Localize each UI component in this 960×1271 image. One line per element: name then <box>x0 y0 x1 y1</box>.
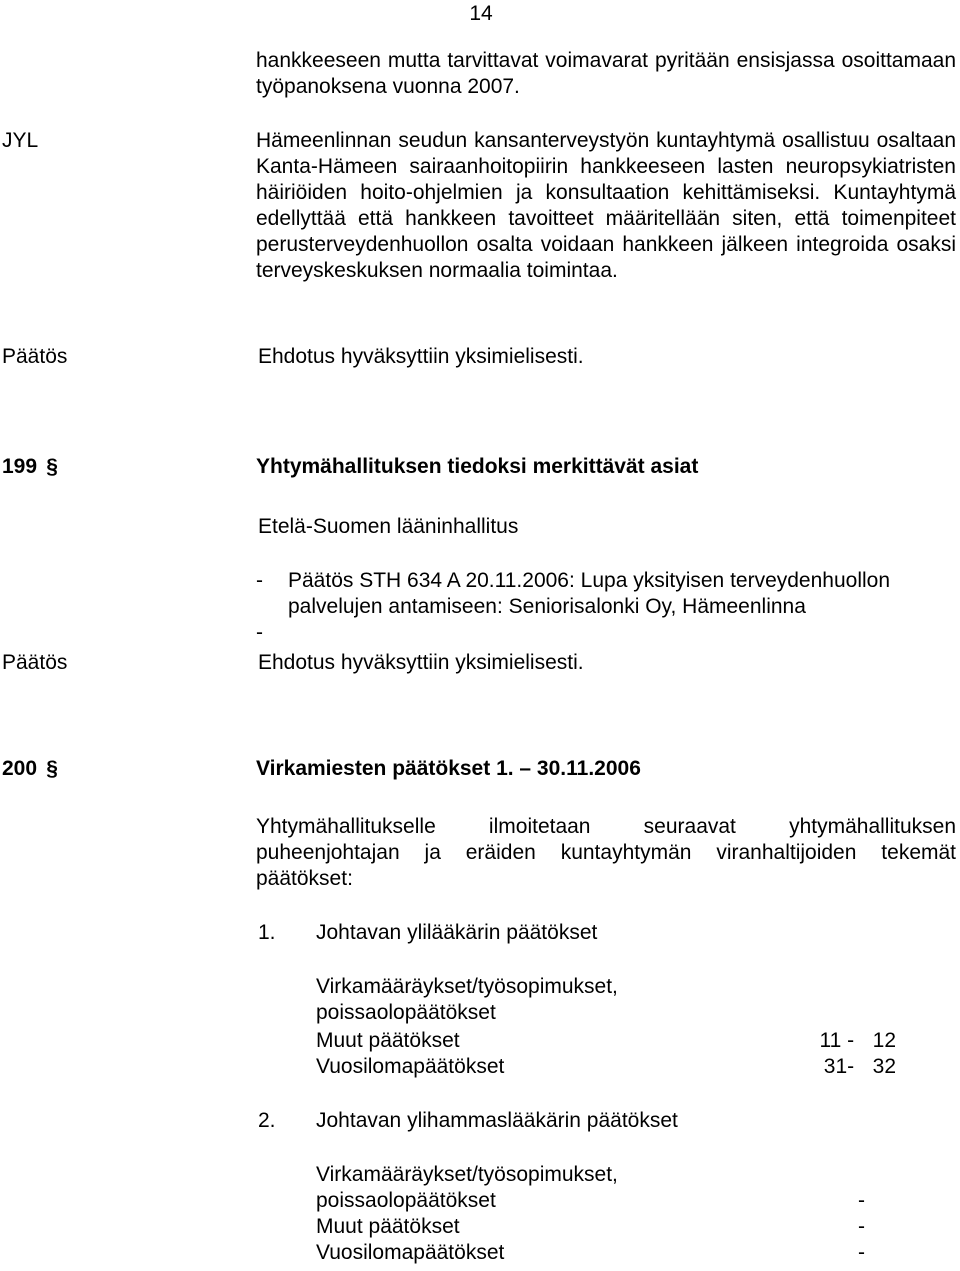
list-item-range <box>806 1054 896 1080</box>
range-to: 32 <box>872 1055 896 1078</box>
list-item-label: Muut päätökset <box>316 1215 460 1238</box>
page-number: 14 <box>469 2 493 25</box>
group-1-line-a: Virkamääräykset/työsopimukset, <box>316 975 618 998</box>
decision-label: Päätös <box>2 651 68 674</box>
section-sign: § <box>46 757 58 780</box>
list-item-value: - <box>858 1215 865 1238</box>
decision-text: Ehdotus hyväksyttiin yksimielisesti. <box>258 345 584 368</box>
section-199-title: Yhtymähallituksen tiedoksi merkittävät asiat <box>256 455 699 478</box>
section-200-title: Virkamiesten päätökset 1. – 30.11.2006 <box>256 757 641 780</box>
item-line-2: palvelujen antamiseen: Seniorisalonki Oy, Hämeenlinna <box>288 595 806 618</box>
group-2-title: Johtavan ylihammaslääkärin päätökset <box>316 1109 678 1132</box>
list-item-range <box>806 1028 896 1054</box>
list-item <box>316 1240 896 1266</box>
list-item <box>316 1188 896 1214</box>
jyl-paragraph: Hämeenlinnan seudun kansanterveystyön kuntayhtymä osallistuu osaltaan Kanta-Hämeen sairaanhoitopiirin hankkeeseen lasten neuropsykiatristen häiriöiden hoito-ohjelmien ja konsultaation kehittämiseksi. Kuntayhtymä edellyttää että hankkeen tavoitteet määritellään siten, että toimenpiteet perusterveydenhuollon osalta voidaan hankkeen jälkeen integroida osaksi terveyskeskuksen normaalia toimintaa. <box>256 129 956 282</box>
list-item-label: Vuosilomapäätökset <box>316 1241 505 1264</box>
range-from: 31- <box>823 1055 855 1078</box>
list-item <box>316 1028 896 1054</box>
group-1-title: Johtavan ylilääkärin päätökset <box>316 921 598 944</box>
group-1-number: 1. <box>258 921 276 944</box>
list-item-value: - <box>858 1241 865 1264</box>
decision-text: Ehdotus hyväksyttiin yksimielisesti. <box>258 651 584 674</box>
item-line-1: Päätös STH 634 A 20.11.2006: Lupa yksityisen terveydenhuollon <box>288 569 891 592</box>
section-number: 199 <box>2 455 38 478</box>
decision-item <box>256 568 890 594</box>
section-number: 200 <box>2 757 38 780</box>
list-item-label: poissaolopäätökset <box>316 1189 496 1212</box>
list-item <box>316 1214 896 1240</box>
group-2-number: 2. <box>258 1109 276 1132</box>
range-to: 12 <box>872 1029 896 1052</box>
intro-paragraph: hankkeeseen mutta tarvittavat voimavarat pyritään ensisjassa osoittamaan työpanoksena vuonna 2007. <box>256 49 956 98</box>
group-2-line-a: Virkamääräykset/työsopimukset, <box>316 1163 618 1186</box>
decision-label: Päätös <box>2 345 68 368</box>
list-item-label: Muut päätökset <box>316 1029 460 1052</box>
list-item <box>316 1054 896 1080</box>
group-1-line-b: poissaolopäätökset <box>316 1001 496 1024</box>
range-from: 11 - <box>819 1029 855 1052</box>
section-sign: § <box>46 455 58 478</box>
empty-item-dash: - <box>256 621 263 644</box>
section-200-number <box>2 756 59 782</box>
list-item-label: Vuosilomapäätökset <box>316 1055 505 1078</box>
list-item-value: - <box>858 1189 865 1212</box>
authority-name: Etelä-Suomen lääninhallitus <box>258 515 519 538</box>
item-dash: - <box>256 569 263 592</box>
section-199-number <box>2 454 59 480</box>
jyl-label: JYL <box>2 129 39 152</box>
section-200-intro: Yhtymähallitukselle ilmoitetaan seuraavat yhtymähallituksen puheenjohtajan ja eräiden kuntayhtymän viranhaltijoiden tekemät päätökset: <box>256 815 956 890</box>
